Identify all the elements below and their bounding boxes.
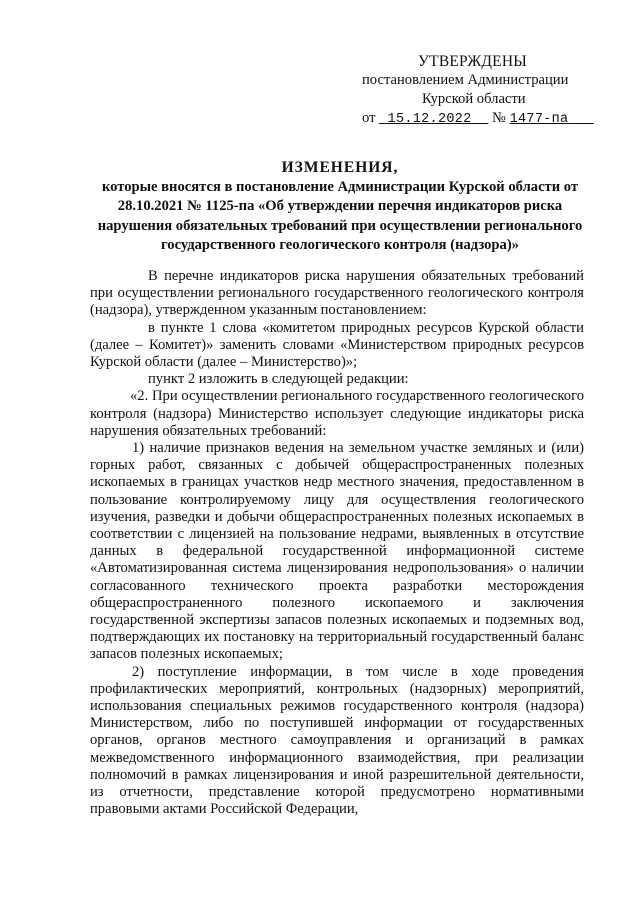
date-prefix: от — [362, 110, 376, 126]
approval-date-line — [362, 109, 612, 129]
title-subtitle: которые вносятся в постановление Администрации Курской области от 28.10.2021 № 1125-па «Об утверждении перечня индикаторов риска нарушения обязательных требований при осуществлении регионального государственного геологического контроля (надзора)» — [97, 178, 583, 253]
paragraph-1: В перечне индикаторов риска нарушения обязательных требований при осуществлении регионального государственного геологического контроля (надзора), утвержденном указанным постановлением: — [90, 268, 584, 319]
paragraph-3: пункт 2 изложить в следующей редакции: — [148, 371, 409, 388]
approval-number: 1477-па — [509, 112, 569, 127]
paragraph-6: 2) поступление информации, в том числе в ходе проведения профилактических мероприятий, контрольных (надзорных) мероприятий, использования специальных режимов государственного контроля (надзора) Министерством, либо по поступившей информации от государственных органов, органов местного самоуправления и организаций в рамках межведомственного информационного взаимодействия, при реализации полномочий в рамках лицензирования и иной разрешительной деятельности, из отчетности, представление которой предусмотрено нормативными правовыми актами Российской Федерации, — [90, 663, 584, 818]
document-title — [90, 158, 590, 256]
approved-heading: УТВЕРЖДЕНЫ — [418, 53, 527, 70]
paragraph-2: в пункте 1 слова «комитетом природных ресурсов Курской области (далее – Комитет)» заменить словами «Министерством природных ресурсов Курской области (далее – Министерство)»; — [90, 319, 584, 371]
approval-line-resolution: постановлением Администрации — [362, 72, 569, 88]
document-body — [90, 268, 584, 819]
approval-date: 15.12.2022 — [387, 112, 472, 127]
approval-stamp — [362, 52, 612, 129]
paragraph-4: «2. При осуществлении регионального государственного геологического контроля (надзора) Министерство использует следующие индикаторы риска нарушения обязательных требований: — [90, 388, 584, 439]
number-prefix: № — [492, 110, 506, 126]
paragraph-5: 1) наличие признаков ведения на земельном участке земляных и (или) горных работ, связанных с добычей общераспространенных полезных ископаемых в границах участков недр местного значения, предоставленном в пользование контролируемому лицу для осуществления геологического изучения, разведки и добычи общераспространенных полезных ископаемых в соответствии с лицензией на пользование недрами, выявленных в отсутствие данных в федеральной государственной информационной системе «Автоматизированная система лицензирования недропользования» о наличии согласованного технического проекта разработки месторождения общераспространенного полезного ископаемого и заключения государственной экспертизы запасов полезных ископаемых и подземных вод, подтверждающих их постановку на территориальный государственный баланс запасов полезных ископаемых; — [90, 440, 584, 663]
title-heading: ИЗМЕНЕНИЯ, — [281, 159, 399, 176]
approval-line-region: Курской области — [422, 91, 526, 107]
